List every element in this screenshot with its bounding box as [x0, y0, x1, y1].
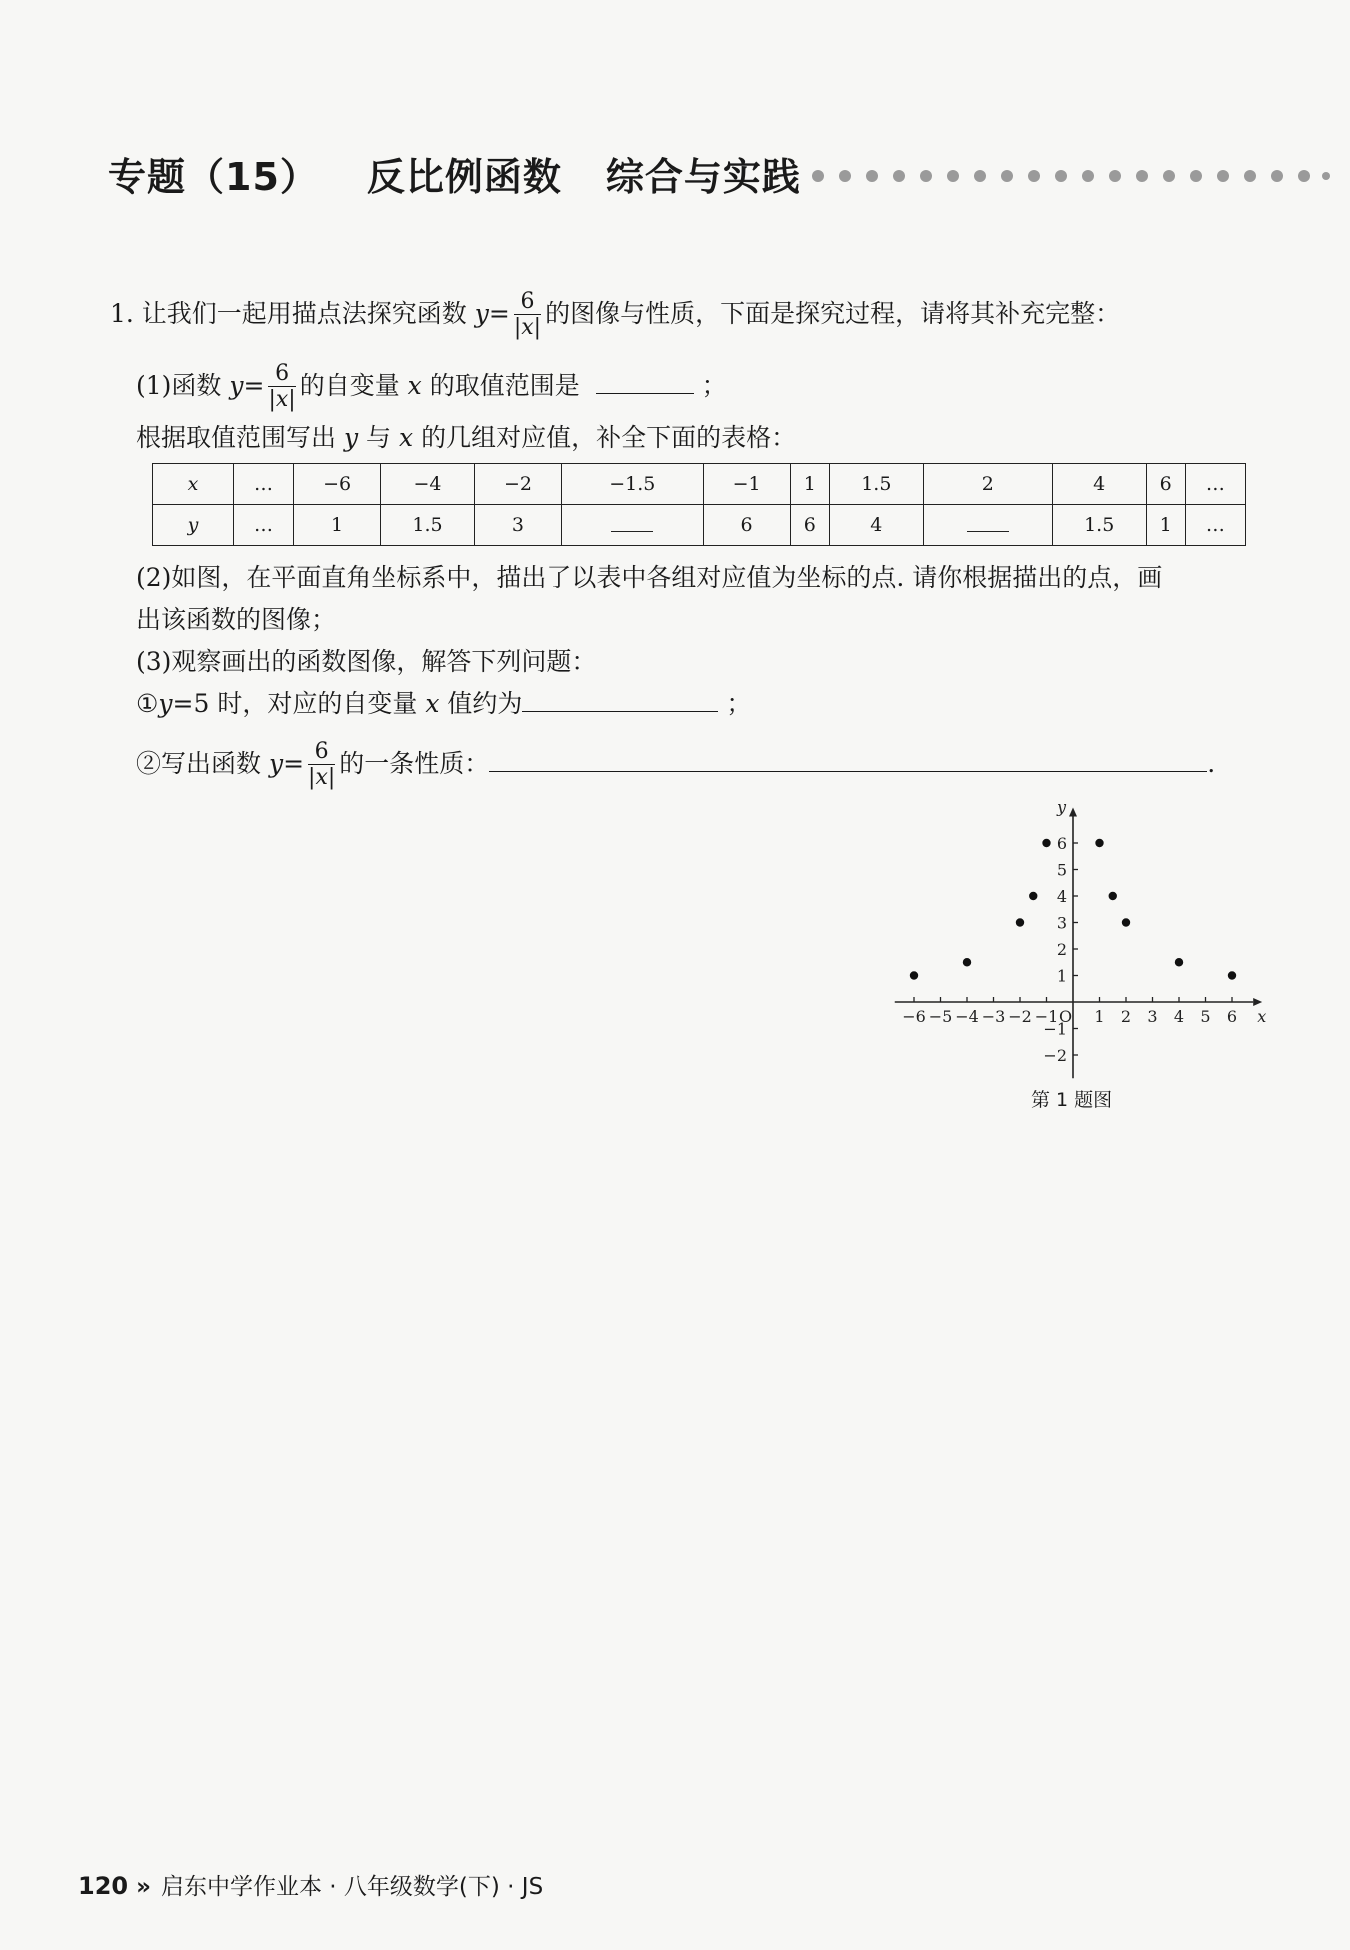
table-cell: 6 — [1146, 464, 1185, 505]
x-tick-label: −6 — [902, 1007, 926, 1026]
x-tick-label: 5 — [1200, 1007, 1211, 1026]
double-chevron-icon: » — [136, 1874, 151, 1900]
punct: ； — [701, 371, 727, 400]
page-footer — [78, 1868, 543, 1901]
x-tick-label: 6 — [1226, 1007, 1238, 1026]
y-axis-label: y — [1057, 800, 1067, 817]
table-intro-text: 根据取值范围写出 — [136, 423, 337, 452]
answer-blank-y-at-neg-1-5[interactable] — [611, 513, 653, 532]
table-cell: 1.5 — [381, 505, 475, 546]
var-y: y — [343, 423, 359, 452]
intro-text-end: 的图像与性质，下面是探究过程，请将其补充完整： — [545, 299, 1121, 328]
title-subtitle: 综合与实践 — [605, 155, 801, 199]
var-y: y — [158, 689, 173, 718]
table-cell: 1.5 — [1052, 505, 1146, 546]
data-point — [1228, 971, 1236, 979]
table-cell: 4 — [829, 505, 923, 546]
y-tick-label: 5 — [1056, 860, 1067, 880]
data-point — [1095, 839, 1103, 847]
answer-blank-property[interactable] — [489, 770, 1207, 772]
table-cell: 1.5 — [829, 464, 923, 505]
table-cell: 3 — [474, 505, 561, 546]
data-point — [1016, 918, 1024, 926]
y-tick-label: 3 — [1056, 913, 1067, 933]
origin-label: O — [1059, 1007, 1073, 1026]
answer-blank-x-value[interactable] — [522, 710, 718, 712]
table-cell: −6 — [294, 464, 381, 505]
sub-1-text-2: 值约为 — [447, 689, 523, 718]
part-1-label: (1)函数 — [136, 371, 222, 400]
values-table — [152, 463, 1246, 546]
table-cell: … — [234, 464, 294, 505]
fraction-6-over-abs-x — [514, 290, 541, 341]
part-2-line-1: (2)如图，在平面直角坐标系中，描出了以表中各组对应值为坐标的点. 请你根据描出的点，画 — [136, 563, 1163, 592]
y-tick-label: −1 — [1043, 1019, 1067, 1039]
function-lhs: y= — [474, 299, 510, 328]
answer-blank-domain[interactable] — [596, 392, 694, 394]
part-2-line-2: 出该函数的图像； — [136, 605, 337, 634]
fraction-denominator: |x| — [513, 315, 542, 340]
fraction-6-over-abs-x — [268, 362, 295, 413]
y-tick-label: −2 — [1043, 1046, 1067, 1065]
var-x: x — [407, 371, 422, 400]
book-title: 启东中学作业本 · 八年级数学(下) · JS — [160, 1874, 544, 1900]
answer-blank-y-at-2[interactable] — [967, 513, 1009, 532]
table-cell-blank[interactable] — [562, 505, 704, 546]
y-tick-label: 4 — [1056, 887, 1067, 906]
table-cell: 1 — [1146, 505, 1185, 546]
table-header-x: x — [153, 464, 234, 505]
y-axis-arrow-icon — [1069, 808, 1077, 817]
punct: ； — [726, 689, 752, 718]
figure-caption: 第 1 题图 — [1031, 1089, 1113, 1111]
table-cell: 1 — [790, 464, 829, 505]
table-intro — [136, 422, 796, 454]
fraction-denominator: |x| — [268, 387, 296, 412]
part-1 — [136, 362, 727, 413]
table-row-x — [153, 464, 1246, 505]
sub-1-text: =5 时，对应的自变量 — [172, 689, 418, 718]
table-cell: 6 — [790, 505, 829, 546]
var-x: x — [399, 423, 414, 452]
section-title — [108, 146, 801, 201]
function-lhs: y= — [229, 371, 265, 400]
table-cell-blank[interactable] — [923, 505, 1052, 546]
function-lhs: y= — [268, 749, 305, 778]
var-x: x — [425, 689, 440, 718]
part-3: (3)观察画出的函数图像，解答下列问题： — [136, 647, 597, 676]
table-cell: −4 — [381, 464, 475, 505]
x-tick-label: 4 — [1173, 1007, 1185, 1026]
sub-2-text-2: 的一条性质： — [339, 749, 490, 778]
y-tick-label: 1 — [1056, 966, 1067, 986]
table-cell: 4 — [1052, 464, 1146, 505]
table-row-y — [153, 505, 1246, 546]
table-header-y: y — [153, 505, 234, 546]
title-topic-number: 专题（15） — [108, 155, 319, 199]
title-dot-leader — [810, 168, 1330, 184]
data-point — [1042, 839, 1050, 847]
x-tick-label: −1 — [1034, 1007, 1059, 1026]
x-axis-label: x — [1257, 1007, 1267, 1026]
part-1-text-2: 的取值范围是 — [429, 371, 580, 400]
table-cell: −2 — [474, 464, 561, 505]
intro-text: 1. 让我们一起用描点法探究函数 — [110, 299, 467, 328]
circled-1: ① — [136, 689, 159, 718]
y-tick-label: 6 — [1056, 834, 1067, 853]
part-1-text: 的自变量 — [299, 371, 400, 400]
table-intro-text-3: 的几组对应值，补全下面的表格： — [421, 423, 797, 452]
table-cell: −1.5 — [562, 464, 704, 505]
table-cell: … — [1185, 464, 1245, 505]
table-cell: −1 — [703, 464, 790, 505]
x-tick-label: −3 — [981, 1007, 1006, 1026]
fraction-denominator: |x| — [308, 765, 336, 790]
punct: . — [1207, 749, 1216, 778]
sub-2-text: ②写出函数 — [136, 749, 262, 778]
title-topic: 反比例函数 — [366, 155, 562, 199]
data-point — [910, 971, 918, 979]
x-tick-label: −4 — [955, 1007, 979, 1026]
data-point — [1175, 958, 1183, 966]
data-point — [1029, 892, 1037, 900]
table-cell: … — [1185, 505, 1245, 546]
fraction-numerator: 6 — [308, 740, 335, 765]
page-number: 120 — [78, 1872, 129, 1900]
table-cell: 6 — [703, 505, 790, 546]
data-point — [963, 958, 971, 966]
fraction-numerator: 6 — [268, 362, 295, 387]
table-cell: … — [234, 505, 294, 546]
table-cell: 1 — [294, 505, 381, 546]
data-point — [1109, 892, 1117, 900]
coordinate-plane-chart — [880, 800, 1270, 1110]
y-tick-label: 2 — [1056, 940, 1067, 959]
x-axis-arrow-icon — [1253, 998, 1262, 1006]
table-cell: 2 — [923, 464, 1052, 505]
x-tick-label: −2 — [1008, 1007, 1032, 1026]
question-1-intro — [110, 290, 1120, 341]
x-tick-label: 3 — [1147, 1007, 1158, 1026]
fraction-numerator: 6 — [514, 290, 541, 315]
fraction-6-over-abs-x — [308, 740, 335, 791]
sub-question-2 — [136, 740, 1215, 791]
table-intro-text-2: 与 — [366, 423, 392, 452]
x-tick-label: 2 — [1120, 1007, 1132, 1026]
x-tick-label: 1 — [1094, 1007, 1105, 1026]
sub-question-1 — [136, 688, 751, 720]
x-tick-label: −5 — [928, 1007, 953, 1026]
data-point — [1122, 918, 1130, 926]
